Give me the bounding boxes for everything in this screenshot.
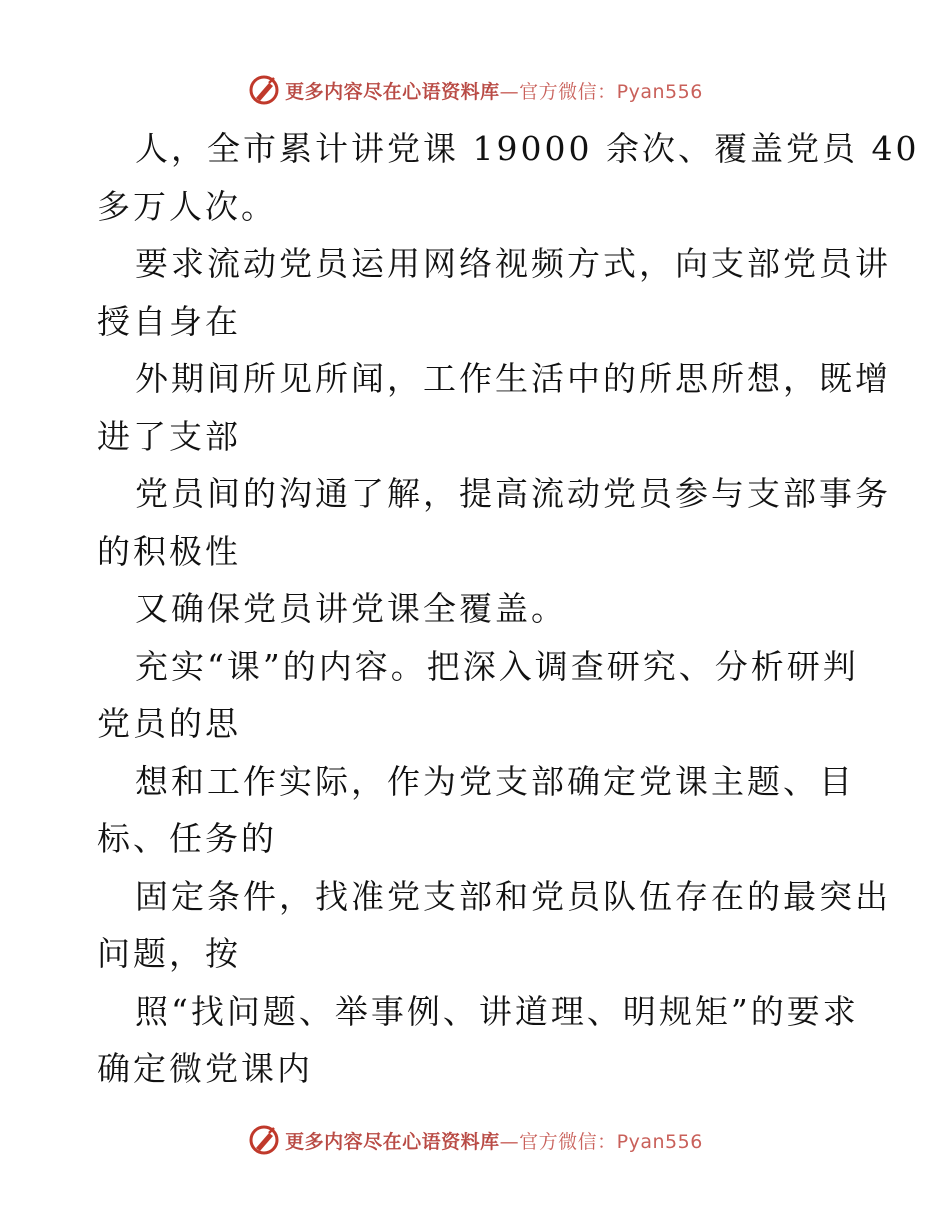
banner-wechat-text: 官方微信：Pyan556 [519,80,703,103]
text-line: 充实“课”的内容。把深入调查研究、分析研判 [135,646,859,686]
text-line: 问题，按 [97,934,241,973]
text-line: 照“找问题、举事例、讲道理、明规矩”的要求 [135,991,859,1031]
banner-text [285,1127,703,1154]
banner-main-text: 更多内容尽在心语资料库 [285,1130,500,1153]
text-line: 要求流动党员运用网络视频方式，向支部党员讲 [135,244,891,283]
banner-main-text: 更多内容尽在心语资料库 [285,80,500,103]
text-line: 的积极性 [97,531,241,571]
text-line: 多万人次。 [97,186,277,226]
text-line: 党员的思 [97,704,241,743]
text-line: 党员间的沟通了解，提高流动党员参与支部事务 [135,474,891,513]
text-line: 外期间所见所闻，工作生活中的所思所想，既增 [135,359,891,398]
text-line: 进了支部 [97,416,241,456]
text-line: 固定条件，找准党支部和党员队伍存在的最突出 [135,876,891,916]
text-line: 想和工作实际，作为党支部确定党课主题、目 [135,761,855,801]
footer-banner [0,1120,950,1160]
banner-dash: — [499,1130,520,1153]
header-banner [0,70,950,110]
text-line: 授自身在 [97,301,241,341]
banner-text [285,77,703,104]
text-line: 又确保党员讲党课全覆盖。 [135,589,567,628]
pen-logo-icon [247,1123,281,1157]
document-body [97,120,920,1098]
banner-dash: — [499,80,520,103]
pen-logo-icon [247,73,281,107]
text-line: 人，全市累计讲党课 19000 余次、覆盖党员 40 [135,129,920,168]
text-line: 标、任务的 [97,819,277,858]
banner-wechat-text: 官方微信：Pyan556 [519,1130,703,1153]
text-line: 确定微党课内 [97,1049,313,1088]
